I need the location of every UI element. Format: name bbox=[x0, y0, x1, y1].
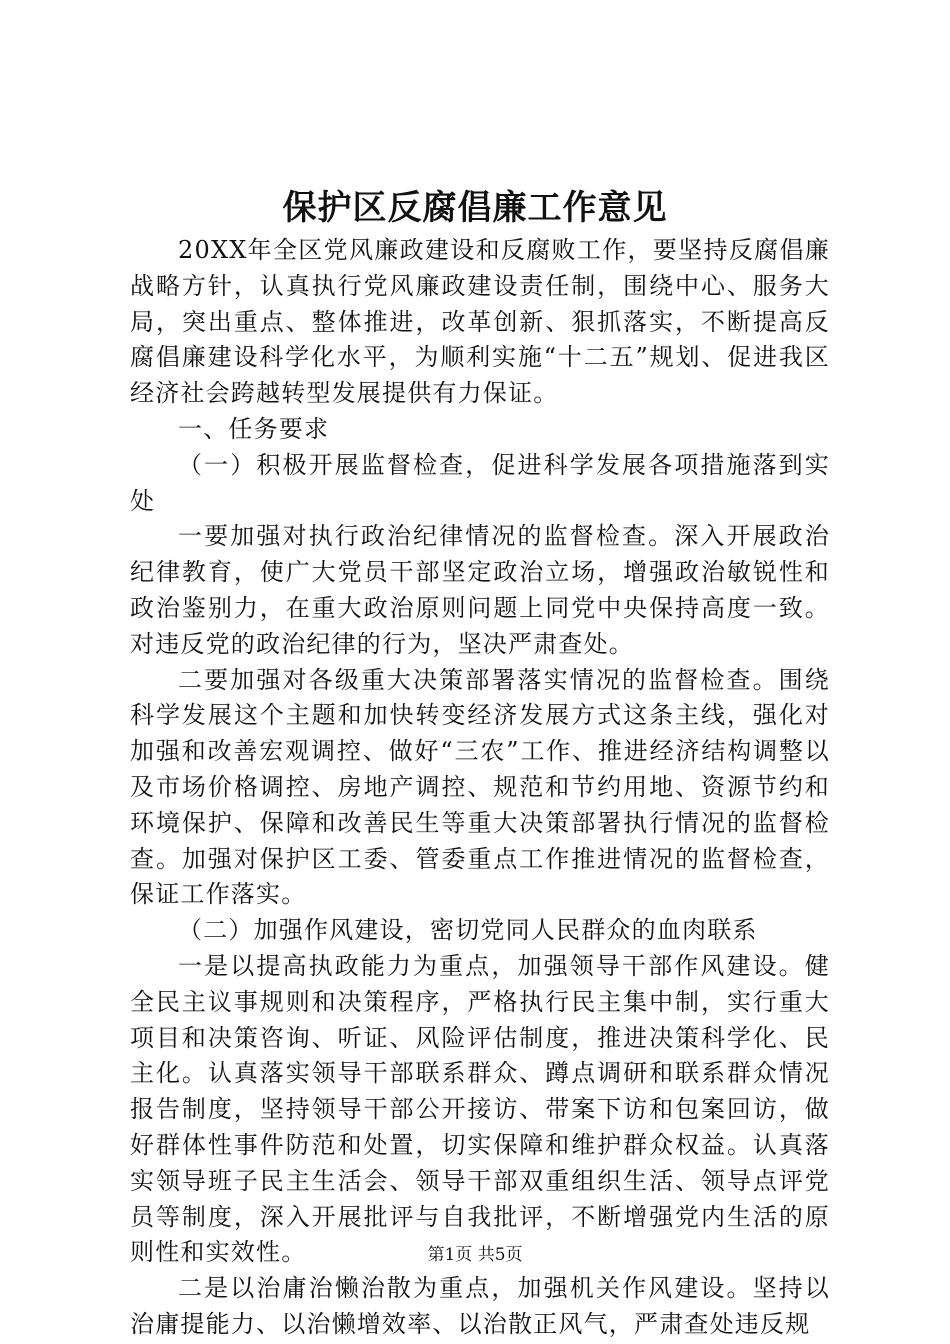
section-heading-tasks: 一、任务要求 bbox=[178, 414, 330, 443]
page-footer: 第1页 共5页 bbox=[427, 1245, 523, 1265]
subsection-heading-1: （一）积极开展监督检查，促进科学发展各项措施落到实处 bbox=[130, 450, 830, 515]
paragraph: 二要加强对各级重大决策部署落实情况的监督检查。围绕科学发展这个主题和加快转变经济发展方式这条主线，强化对加强和改善宏观调控、做好“三农”工作、推进经济结构调整以及市场价格调控、房地产调控、规范和节约用地、资源节约和环境保护、保障和改善民生等重大决策部署执行情况的监督检查。加强对保护区工委、管委重点工作推进情况的监督检查，保证工作落实。 bbox=[130, 665, 830, 909]
document-title: 保护区反腐倡廉工作意见 bbox=[282, 188, 668, 228]
paragraph: 一是以提高执政能力为重点，加强领导干部作风建设。健全民主议事规则和决策程序，严格执行民主集中制，实行重大项目和决策咨询、听证、风险评估制度，推进决策科学化、民主化。认真落实领导干部联系群众、蹲点调研和联系群众情况报告制度，坚持领导干部公开接访、带案下访和包案回访，做好群体性事件防范和处置，切实保障和维护群众权益。认真落实领导班子民主生活会、领导干部双重组织生活、领导点评党员等制度，深入开展批评与自我批评，不断增强党内生活的原则性和实效性。 bbox=[130, 951, 830, 1267]
paragraph: 二是以治庸治懒治散为重点，加强机关作风建设。坚持以治庸提能力、以治懒增效率、以治散正风气，严肃查处违反规 bbox=[130, 1274, 830, 1338]
subsection-heading-2: （二）加强作风建设，密切党同人民群众的血肉联系 bbox=[178, 916, 758, 945]
paragraph: 一要加强对执行政治纪律情况的监督检查。深入开展政治纪律教育，使广大党员干部坚定政治立场，增强政治敏锐性和政治鉴别力，在重大政治原则问题上同党中央保持高度一致。对违反党的政治纪律的行为，坚决严肃查处。 bbox=[130, 522, 830, 658]
document-body bbox=[130, 233, 830, 1343]
paragraph-intro: 20XX年全区党风廉政建设和反腐败工作，要坚持反腐倡廉战略方针，认真执行党风廉政建设责任制，围绕中心、服务大局，突出重点、整体推进，改革创新、狠抓落实，不断提高反腐倡廉建设科学化水平，为顺利实施“十二五”规划、促进我区经济社会跨越转型发展提供有力保证。 bbox=[130, 236, 830, 408]
